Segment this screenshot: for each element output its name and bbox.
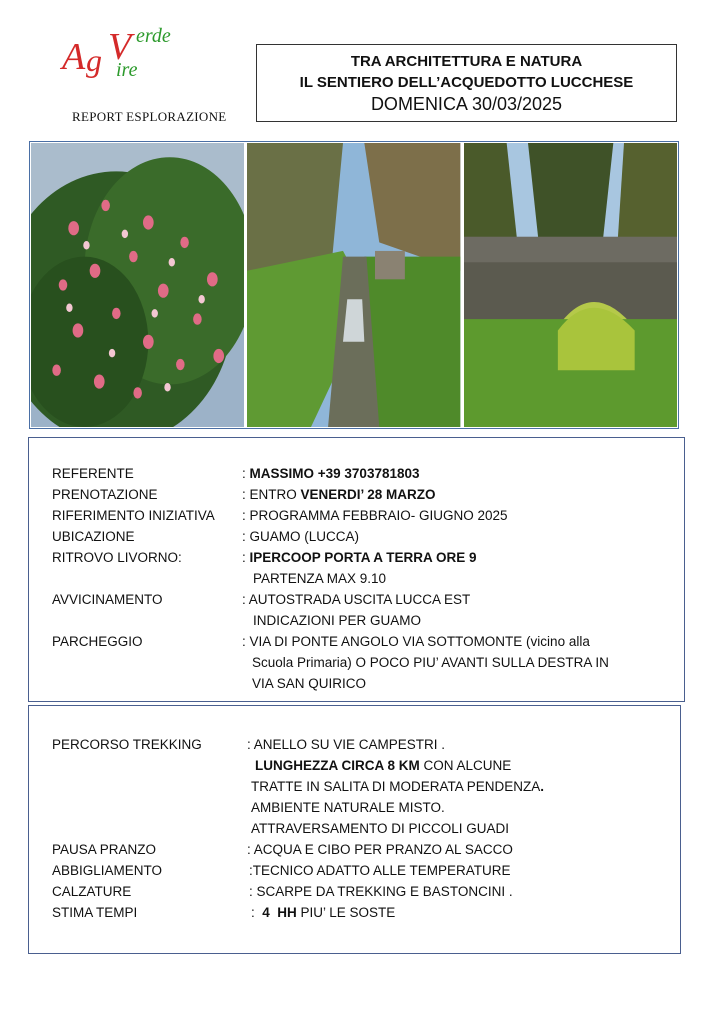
value-riferimento: : PROGRAMMA FEBBRAIO- GIUGNO 2025 — [242, 508, 508, 523]
logo-letter-a: A — [62, 36, 86, 78]
label-calzature: CALZATURE — [52, 884, 132, 899]
sep-referente: : — [242, 466, 250, 481]
sep-prenotazione: : ENTRO — [242, 487, 301, 502]
value-pausa: : ACQUA E CIBO PER PRANZO AL SACCO — [247, 842, 513, 857]
value-ubicazione: : GUAMO (LUCCA) — [242, 529, 360, 544]
value-percorso-line3-dot: . — [540, 779, 545, 794]
label-abbigliamento: ABBIGLIAMENTO — [52, 863, 163, 878]
value-avvicinamento: : AUTOSTRADA USCITA LUCCA EST — [242, 592, 471, 607]
label-percorso: PERCORSO TREKKING — [52, 737, 202, 752]
label-riferimento: RIFERIMENTO INIZIATIVA — [52, 508, 215, 523]
label-parcheggio: PARCHEGGIO — [52, 634, 143, 649]
value-ritrovo-line2: PARTENZA MAX 9.10 — [253, 571, 387, 586]
value-parcheggio: : VIA DI PONTE ANGOLO VIA SOTTOMONTE (vicino alla — [242, 634, 590, 649]
label-avvicinamento: AVVICINAMENTO — [52, 592, 163, 607]
title-line-2: IL SENTIERO DELL’ACQUEDOTTO LUCCHESE — [299, 74, 634, 91]
label-pausa: PAUSA PRANZO — [52, 842, 157, 857]
value-stima-hours: 4 HH — [262, 905, 297, 920]
report-label: REPORT ESPLORAZIONE — [72, 109, 227, 124]
value-percorso-line3: TRATTE IN SALITA DI MODERATA PENDENZA — [251, 779, 541, 794]
title-line-1: TRA ARCHITETTURA E NATURA — [350, 53, 583, 70]
title-box — [256, 44, 677, 122]
title-date: DOMENICA 30/03/2025 — [370, 94, 563, 114]
value-parcheggio-line2: Scuola Primaria) O POCO PIU’ AVANTI SULLA DESTRA IN — [252, 655, 609, 670]
value-stima-rest: PIU’ LE SOSTE — [296, 905, 396, 920]
value-percorso-line4: AMBIENTE NATURALE MISTO. — [251, 800, 445, 815]
logistics-box — [28, 437, 685, 702]
trekking-box — [28, 705, 681, 954]
logo-word-ire: ire — [116, 59, 138, 81]
label-referente: REFERENTE — [52, 466, 134, 481]
value-calzature: : SCARPE DA TREKKING E BASTONCINI . — [249, 884, 513, 899]
photo-aqueduct-channel — [247, 143, 460, 427]
value-prenotazione: VENERDI’ 28 MARZO — [300, 487, 436, 502]
label-ritrovo: RITROVO LIVORNO: — [52, 550, 182, 565]
logo-letter-g: g — [86, 42, 102, 78]
photo-stone-bridge — [464, 143, 677, 427]
logo-word-erde: erde — [136, 25, 171, 47]
value-percorso-line5: ATTRAVERSAMENTO DI PICCOLI GUADI — [251, 821, 510, 836]
value-parcheggio-line3: VIA SAN QUIRICO — [252, 676, 367, 691]
value-percorso: : ANELLO SU VIE CAMPESTRI . — [247, 737, 446, 752]
label-stima: STIMA TEMPI — [52, 905, 138, 920]
photo-strip — [29, 141, 679, 429]
label-ubicazione: UBICAZIONE — [52, 529, 135, 544]
value-ritrovo: IPERCOOP PORTA A TERRA ORE 9 — [249, 550, 477, 565]
value-avvicinamento-line2: INDICAZIONI PER GUAMO — [253, 613, 422, 628]
logo-letter-v: V — [108, 26, 132, 68]
logo — [62, 24, 192, 88]
label-prenotazione: PRENOTAZIONE — [52, 487, 158, 502]
value-abbigliamento: :TECNICO ADATTO ALLE TEMPERATURE — [249, 863, 511, 878]
sep-stima: : — [251, 905, 263, 920]
photo-camellia-bush — [31, 143, 244, 427]
value-lunghezza: LUNGHEZZA CIRCA 8 KM — [255, 758, 420, 773]
sep-ritrovo: : — [242, 550, 250, 565]
value-lunghezza-rest: CON ALCUNE — [419, 758, 512, 773]
value-referente: MASSIMO +39 3703781803 — [249, 466, 420, 481]
